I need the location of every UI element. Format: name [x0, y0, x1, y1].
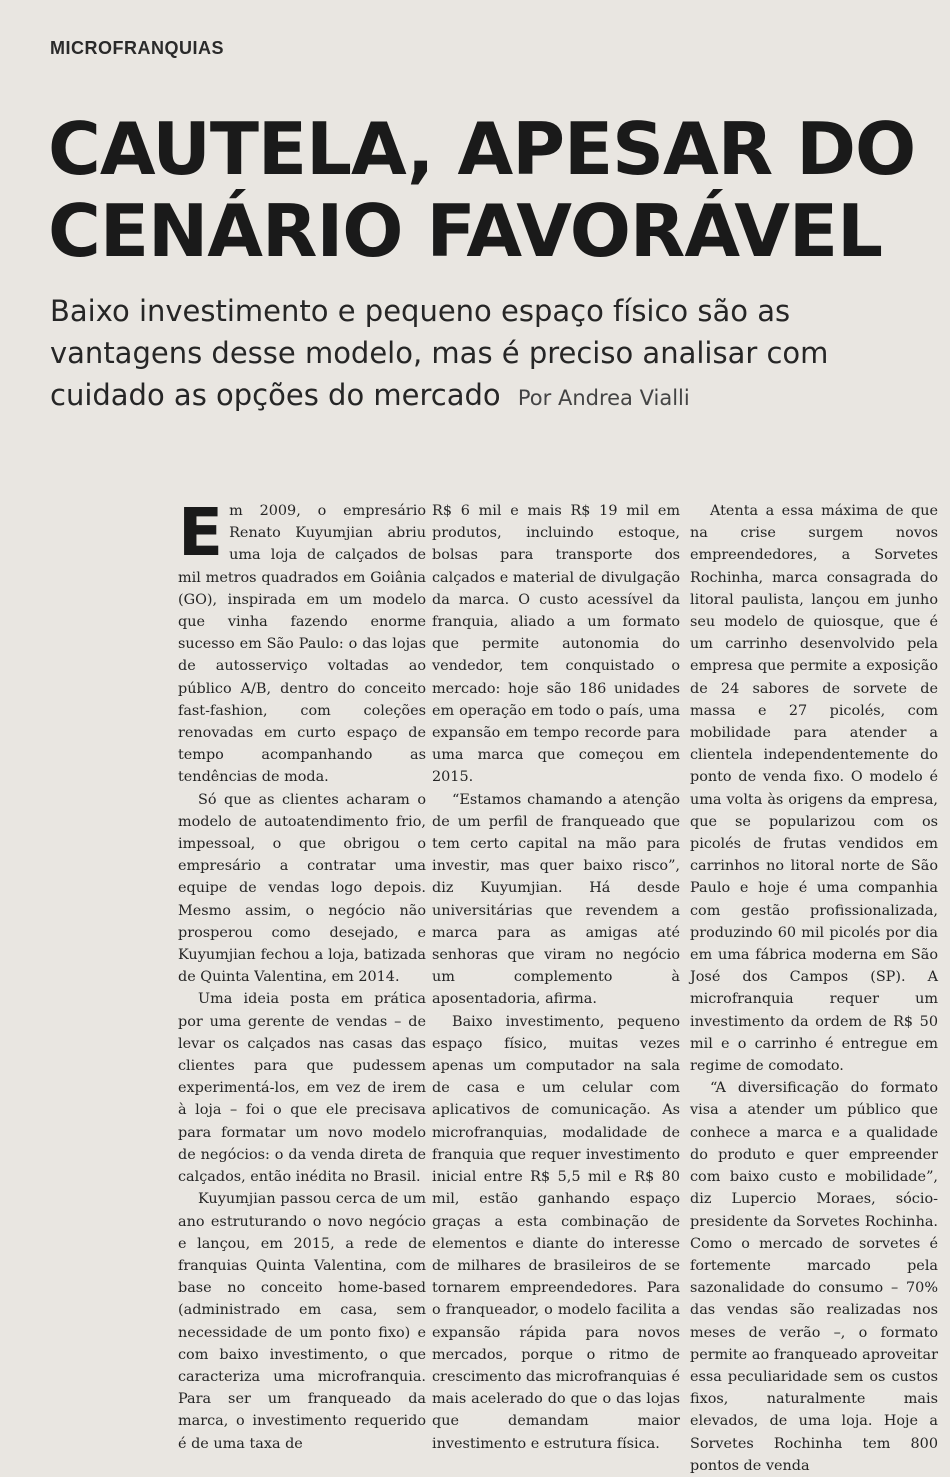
byline: Por Andrea Vialli — [517, 386, 690, 410]
paragraph: Kuyumjian passou cerca de um ano estruturando o novo negócio e lançou, em 2015, a rede de franquias Quinta Valentina, com base no conceito home-based (administrado em casa, sem necessidade de um ponto fixo) e com baixo investimento, o que caracteriza uma microfranquia. Para ser um franqueado da marca, o investimento requerido é de uma taxa de — [178, 1191, 426, 1452]
deck-text: Baixo investimento e pequeno espaço físico são as vantagens desse modelo, mas é preciso analisar com cuidado as opções do mercado — [50, 294, 829, 412]
paragraph — [178, 494, 426, 789]
paragraph-text: m 2009, o empresário Renato Kuyumjian abriu uma loja de calçados de mil metros quadrados em Goiânia (GO), inspirada em um modelo que vinha fazendo enorme sucesso em São Paulo: o das lojas de autosserviço voltadas ao público A/B, dentro do conceito fast-fashion, com coleções renovadas em curto espaço de tempo acompanhando as tendências de moda. — [178, 503, 426, 786]
drop-cap: E — [178, 494, 224, 571]
paragraph: Uma ideia posta em prática por uma gerente de vendas – de levar os calçados nas casas das clientes para que pudessem experimentá-los, em vez de irem à loja – foi o que ele precisava para formatar um novo modelo de negócios: o da venda direta de calçados, então inédita no Brasil. — [178, 991, 426, 1186]
article-column-1 — [178, 494, 426, 1455]
headline: CAUTELA, APESAR DO CENÁRIO FAVORÁVEL — [48, 107, 916, 273]
paragraph: Baixo investimento, pequeno espaço físico, muitas vezes apenas um computador na sala de casa e um celular com aplicativos de comunicação. As microfranquias, modalidade de franquia que requer investimento inicial entre R$ 5,5 mil e R$ 80 mil, estão ganhando espaço graças a esta combinação de elementos e diante do interesse de milhares de brasileiros de se tornarem empreendedores. Para o franqueador, o modelo facilita a expansão rápida para novos mercados, porque o ritmo de crescimento das microfranquias é mais acelerado do que o das lojas que demandam maior investimento e estrutura física. — [432, 1013, 680, 1452]
paragraph: “A diversificação do formato visa a atender um público que conhece a marca e a qualidade do produto e quer empreender com baixo custo e mobilidade”, diz Lupercio Moraes, sócio-presidente da Sorvetes Rochinha. Como o mercado de sorvetes é fortemente marcado pela sazonalidade do consumo – 70% das vendas são realizadas nos meses de verão –, o formato permite ao franqueado aproveitar essa peculiaridade sem os custos fixos, naturalmente mais elevados, de uma loja. Hoje a Sorvetes Rochinha tem 800 pontos de venda — [690, 1080, 938, 1474]
article-column-2 — [432, 500, 680, 1455]
paragraph: R$ 6 mil e mais R$ 19 mil em produtos, incluindo estoque, bolsas para transporte dos calçados e material de divulgação da marca. O custo acessível da franquia, aliado a um formato que permite autonomia do vendedor, tem conquistado o mercado: hoje são 186 unidades em operação em todo o país, uma expansão em tempo recorde para uma marca que começou em 2015. — [432, 503, 680, 786]
paragraph: “Estamos chamando a atenção de um perfil de franqueado que tem certo capital na mão para investir, mas quer baixo risco”, diz Kuyumjian. Há desde universitárias que revendem a marca para as amigas até senhoras que viram no negócio um complemento à aposentadoria, afirma. — [432, 791, 680, 1008]
section-label: MICROFRANQUIAS — [50, 38, 224, 58]
paragraph: Atenta a essa máxima de que na crise surgem novos empreendedores, a Sorvetes Rochinha, marca consagrada do litoral paulista, lançou em junho seu modelo de quiosque, que é um carrinho desenvolvido pela empresa que permite a exposição de 24 sabores de sorvete de massa e 27 picolés, com mobilidade para atender a clientela independentemente do ponto de venda fixo. O modelo é uma volta às origens da empresa, que se popularizou com os picolés de frutas vendidos em carrinhos no litoral norte de São Paulo e hoje é uma companhia com gestão profissionalizada, produzindo 60 mil picolés por dia em uma fábrica moderna em São José dos Campos (SP). A microfranquia requer um investimento da ordem de R$ 50 mil e o carrinho é entregue em regime de comodato. — [690, 503, 938, 1075]
paragraph: Só que as clientes acharam o modelo de autoatendimento frio, impessoal, o que obrigou o empresário a contratar uma equipe de vendas logo depois. Mesmo assim, o negócio não prosperou como desejado, e Kuyumjian fechou a loja, batizada de Quinta Valentina, em 2014. — [178, 791, 426, 986]
deck — [50, 290, 930, 419]
article-column-3 — [690, 500, 938, 1477]
